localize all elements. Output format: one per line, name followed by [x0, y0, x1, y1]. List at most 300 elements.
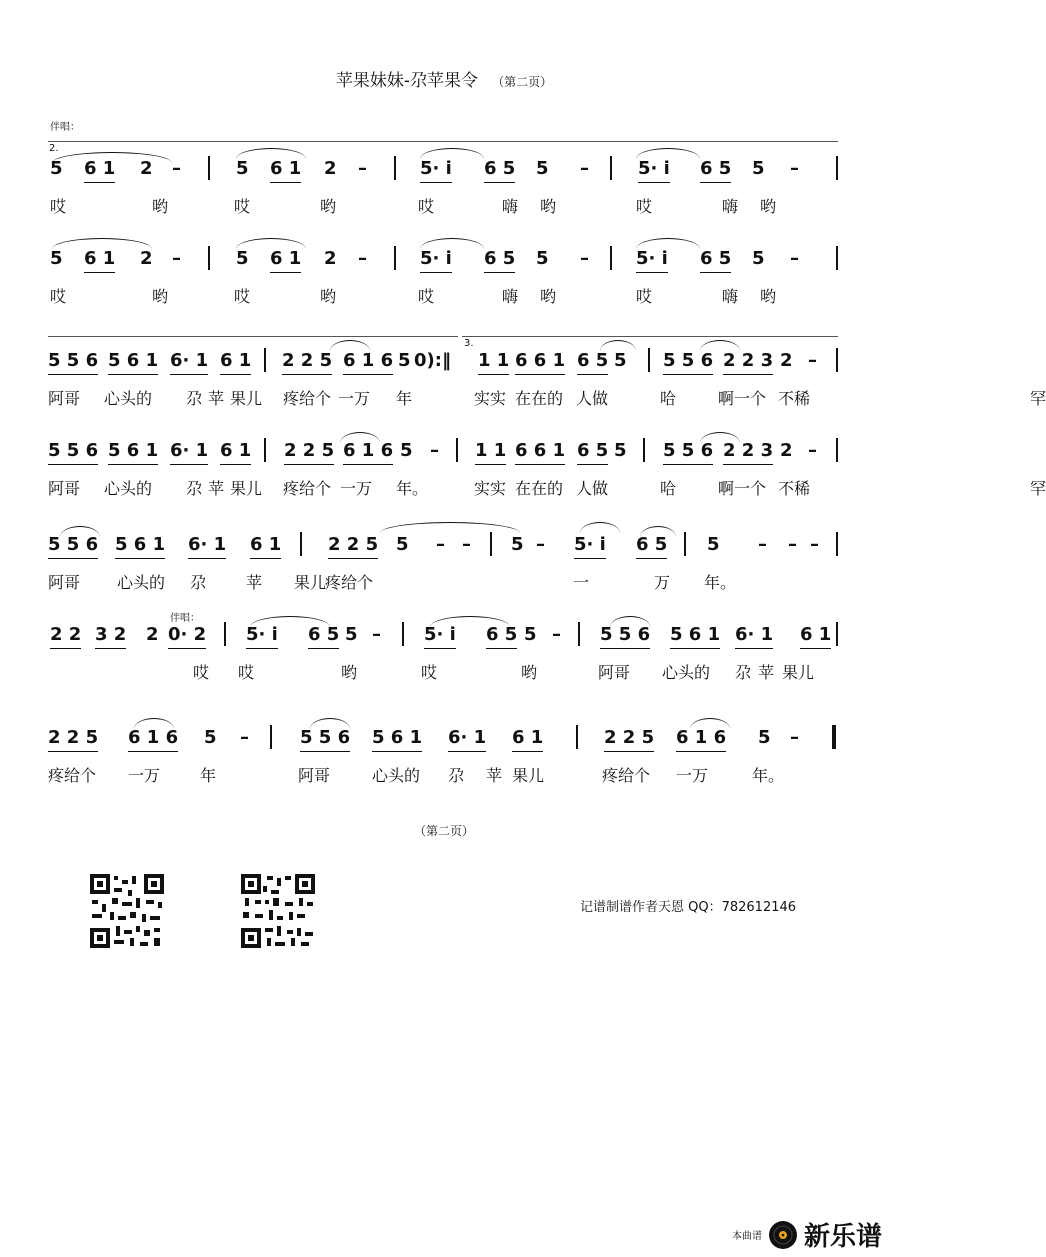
- note-group: 6· 1: [170, 350, 209, 371]
- note-group: 5· i: [246, 624, 278, 645]
- lyric-text: 人做: [576, 389, 609, 408]
- barline: [836, 348, 838, 372]
- note-group: 6 1 6: [128, 727, 179, 748]
- note-group: 5: [50, 248, 63, 269]
- barline: [610, 246, 612, 270]
- beam-underline: [220, 374, 251, 375]
- lyric-text: 哎: [636, 197, 653, 216]
- note-group: 5: [707, 534, 720, 555]
- note-group: –: [536, 534, 545, 555]
- barline: [610, 156, 612, 180]
- lyric-text: 尕: [448, 766, 465, 785]
- note-group: –: [172, 158, 181, 179]
- lyric-text: 万: [654, 573, 671, 592]
- note-group: 2: [780, 350, 793, 371]
- note-group: 5: [204, 727, 217, 748]
- lyric-text: 哟: [152, 287, 169, 306]
- note-group: 5 6 1: [108, 440, 159, 461]
- note-group: –: [240, 727, 249, 748]
- note-group: –: [372, 624, 381, 645]
- beam-underline: [735, 648, 773, 649]
- lyric-text: 一万: [128, 766, 161, 785]
- note-group: 5: [614, 440, 627, 461]
- barline: [208, 246, 210, 270]
- lyric-text: 心头的: [104, 389, 153, 408]
- note-group: 5· i: [420, 158, 452, 179]
- note-group: 6 5: [308, 624, 340, 645]
- beam-underline: [700, 182, 731, 183]
- note-group: –: [358, 248, 367, 269]
- slur-arc: [60, 526, 100, 537]
- beam-underline: [220, 464, 251, 465]
- note-group: 1 1: [475, 440, 507, 461]
- staff-line-row3: [48, 336, 458, 337]
- slur-arc: [250, 616, 330, 627]
- lyric-text: 尕: [735, 663, 752, 682]
- beam-underline: [328, 558, 378, 559]
- staff-line-row3b: [462, 336, 838, 337]
- note-group: 5: [614, 350, 627, 371]
- lyric-text: 阿哥: [598, 663, 631, 682]
- barline: [648, 348, 650, 372]
- lyric-text: 果儿: [294, 573, 327, 592]
- note-group: 2: [146, 624, 159, 645]
- beam-underline: [484, 182, 515, 183]
- lyric-text: 不稀: [778, 479, 811, 498]
- beam-underline: [420, 182, 452, 183]
- barline: [836, 438, 838, 462]
- note-group: 5 5 6: [600, 624, 651, 645]
- beam-underline: [50, 648, 81, 649]
- note-group: 6 1: [84, 248, 116, 269]
- beam-underline: [84, 182, 115, 183]
- lyric-text: 罕: [1030, 479, 1046, 498]
- lyric-text: 年。: [704, 573, 737, 592]
- beam-underline: [372, 751, 422, 752]
- note-group: 5· i: [420, 248, 452, 269]
- lyric-text: 在在的: [515, 479, 564, 498]
- note-group: 2 2: [50, 624, 82, 645]
- barline: [576, 725, 578, 749]
- lyric-text: 哟: [540, 287, 557, 306]
- lyric-text: 尕: [190, 573, 207, 592]
- lyric-text: 心头的: [372, 766, 421, 785]
- note-group: 6 1: [270, 158, 302, 179]
- note-group: 5: [398, 350, 411, 371]
- note-group: 2: [140, 158, 153, 179]
- note-group: 5: [758, 727, 771, 748]
- note-group: 5 5 6: [48, 440, 99, 461]
- lyric-text: 年。: [396, 479, 429, 498]
- lyric-text: 哎: [50, 197, 67, 216]
- barline: [394, 156, 396, 180]
- barline: [300, 532, 302, 556]
- note-group: 5· i: [574, 534, 606, 555]
- note-group: 5: [752, 158, 765, 179]
- lyric-text: 哟: [760, 287, 777, 306]
- note-group: –: [436, 534, 445, 555]
- barline: [643, 438, 645, 462]
- volta-2: 2.: [49, 143, 59, 154]
- note-group: 6· 1: [735, 624, 774, 645]
- lyric-text: 啊一个: [718, 479, 767, 498]
- barline: [208, 156, 210, 180]
- beam-underline: [48, 558, 98, 559]
- note-group: –: [810, 534, 819, 555]
- note-group: 6 1: [270, 248, 302, 269]
- note-group: –: [808, 440, 817, 461]
- beam-underline: [170, 464, 208, 465]
- beam-underline: [270, 272, 301, 273]
- staff-top-line: [48, 141, 838, 142]
- barline: [836, 622, 838, 646]
- note-group: 0):‖: [414, 350, 451, 371]
- lyric-text: 阿哥: [48, 389, 81, 408]
- beam-underline: [700, 272, 731, 273]
- beam-underline: [188, 558, 226, 559]
- page-subtitle: （第二页）: [492, 75, 553, 89]
- lyric-text: 阿哥: [48, 479, 81, 498]
- note-group: 5: [536, 248, 549, 269]
- lyric-text: 果儿: [782, 663, 815, 682]
- slur-arc: [430, 616, 510, 627]
- barline: [402, 622, 404, 646]
- slur-arc: [700, 340, 740, 351]
- note-group: 5 5 6: [663, 350, 714, 371]
- lyric-text: 实实: [474, 389, 507, 408]
- barline: [264, 438, 266, 462]
- beam-underline: [515, 464, 565, 465]
- note-group: –: [552, 624, 561, 645]
- lyric-text: 疼给个: [325, 573, 374, 592]
- note-group: 5· i: [638, 158, 670, 179]
- barline: [224, 622, 226, 646]
- lyric-text: 疼给个: [283, 479, 332, 498]
- lyric-text: 哟: [152, 197, 169, 216]
- beam-underline: [168, 648, 206, 649]
- note-group: 6 5: [700, 158, 732, 179]
- note-group: 6· 1: [448, 727, 487, 748]
- barline: [684, 532, 686, 556]
- barline: [270, 725, 272, 749]
- beam-underline: [284, 464, 334, 465]
- beam-underline: [170, 374, 208, 375]
- lyric-text: 哎: [234, 287, 251, 306]
- note-group: 5: [50, 158, 63, 179]
- note-group: 0· 2: [168, 624, 207, 645]
- lyric-text: 罕: [1030, 389, 1046, 408]
- qr-code-icon[interactable]: [239, 872, 317, 950]
- note-group: 6 1 6: [343, 350, 394, 371]
- note-group: 5· i: [424, 624, 456, 645]
- slur-arc: [690, 718, 730, 729]
- barline: [264, 348, 266, 372]
- slur-arc: [52, 238, 152, 249]
- note-group: 2 2 5: [284, 440, 335, 461]
- note-group: –: [580, 248, 589, 269]
- note-group: 6 5: [700, 248, 732, 269]
- slur-arc: [340, 432, 380, 443]
- slur-arc: [310, 718, 350, 729]
- lyric-text: 年: [200, 766, 217, 785]
- lyric-text: 一万: [676, 766, 709, 785]
- beam-underline: [95, 648, 126, 649]
- note-group: –: [788, 534, 797, 555]
- lyric-text: 哟: [521, 663, 538, 682]
- note-group: –: [358, 158, 367, 179]
- slur-arc: [330, 340, 370, 351]
- note-group: 5· i: [636, 248, 668, 269]
- beam-underline: [420, 272, 452, 273]
- beam-underline: [424, 648, 456, 649]
- beam-underline: [282, 374, 332, 375]
- lyric-text: 心头的: [104, 479, 153, 498]
- lyric-text: 嗨: [722, 197, 739, 216]
- beam-underline: [448, 751, 486, 752]
- note-group: 2 2 5: [48, 727, 99, 748]
- beam-underline: [636, 272, 668, 273]
- lyric-text: 疼给个: [48, 766, 97, 785]
- slur-arc: [420, 148, 484, 159]
- lyric-text: 嗨: [722, 287, 739, 306]
- beam-underline: [574, 558, 606, 559]
- note-group: 3 2: [95, 624, 127, 645]
- note-group: 2 2 3: [723, 440, 774, 461]
- slur-arc: [700, 432, 740, 443]
- lyric-text: 苹: [208, 479, 225, 498]
- note-group: –: [430, 440, 439, 461]
- note-group: 2: [140, 248, 153, 269]
- lyric-text: 哎: [193, 663, 210, 682]
- slur-arc: [600, 340, 636, 351]
- lyric-text: 哟: [341, 663, 358, 682]
- beam-underline: [48, 464, 98, 465]
- beam-underline: [250, 558, 281, 559]
- beam-underline: [638, 182, 670, 183]
- slur-arc: [236, 238, 306, 249]
- lyric-text: 哎: [238, 663, 255, 682]
- note-group: –: [172, 248, 181, 269]
- beam-underline: [515, 374, 565, 375]
- note-group: 6 1: [220, 350, 252, 371]
- logo-big-text: 新乐谱: [803, 1222, 882, 1252]
- lyric-text: 苹: [758, 663, 775, 682]
- footer-page-label: （第二页）: [413, 824, 474, 838]
- lyric-text: 哈: [660, 389, 677, 408]
- lyric-text: 嗨: [502, 197, 519, 216]
- lyric-text: 苹: [486, 766, 503, 785]
- note-group: 5 5 6: [300, 727, 351, 748]
- note-group: 6 1: [84, 158, 116, 179]
- note-group: 6· 1: [188, 534, 227, 555]
- lyric-text: 一万: [340, 479, 373, 498]
- lyric-text: 阿哥: [48, 573, 81, 592]
- note-group: 5: [396, 534, 409, 555]
- lyric-text: 疼给个: [602, 766, 651, 785]
- slur-arc: [580, 522, 620, 533]
- logo-small-text: 本曲谱: [731, 1231, 762, 1242]
- slur-arc: [420, 238, 484, 249]
- beam-underline: [486, 648, 517, 649]
- note-group: 2 2 5: [328, 534, 379, 555]
- slur-arc: [640, 526, 676, 537]
- lyric-text: 哎: [50, 287, 67, 306]
- beam-underline: [484, 272, 515, 273]
- note-group: –: [790, 727, 799, 748]
- note-group: –: [580, 158, 589, 179]
- slur-arc: [636, 148, 700, 159]
- beam-underline: [663, 464, 713, 465]
- beam-underline: [246, 648, 278, 649]
- barline: [836, 156, 838, 180]
- lyric-text: 哎: [234, 197, 251, 216]
- lyric-text: 阿哥: [298, 766, 331, 785]
- lyric-text: 哎: [421, 663, 438, 682]
- barline: [490, 532, 492, 556]
- lyric-text: 在在的: [515, 389, 564, 408]
- note-group: 6 5: [484, 248, 516, 269]
- note-group: 6 5: [484, 158, 516, 179]
- slur-arc: [610, 616, 650, 627]
- beam-underline: [115, 558, 165, 559]
- site-logo[interactable]: [732, 1216, 882, 1253]
- note-group: 2 2 5: [604, 727, 655, 748]
- note-group: 6 1 6: [676, 727, 727, 748]
- lyric-text: 果儿: [230, 479, 263, 498]
- lyric-text: 果儿: [230, 389, 263, 408]
- beam-underline: [478, 374, 509, 375]
- beam-underline: [108, 374, 158, 375]
- lyric-text: 尕: [186, 479, 203, 498]
- slur-arc: [134, 718, 174, 729]
- note-group: 2: [324, 158, 337, 179]
- note-group: 6 1: [800, 624, 832, 645]
- note-group: 5: [511, 534, 524, 555]
- slur-arc: [636, 238, 700, 249]
- beam-underline: [670, 648, 720, 649]
- lyric-text: 不稀: [778, 389, 811, 408]
- lyric-text: 果儿: [512, 766, 545, 785]
- beam-underline: [577, 464, 608, 465]
- note-group: 5: [524, 624, 537, 645]
- lyric-text: 哟: [320, 287, 337, 306]
- lyric-text: 哟: [540, 197, 557, 216]
- lyric-text: 哎: [418, 287, 435, 306]
- note-group: 6 5: [577, 350, 609, 371]
- note-group: 6 6 1: [515, 440, 566, 461]
- beam-underline: [128, 751, 178, 752]
- beam-underline: [343, 464, 393, 465]
- beam-underline: [343, 374, 393, 375]
- banchang-label-top: 伴唱：: [50, 122, 80, 133]
- lyric-text: 人做: [576, 479, 609, 498]
- note-group: –: [808, 350, 817, 371]
- beam-underline: [723, 374, 773, 375]
- note-group: 5 5 6: [48, 534, 99, 555]
- lyric-text: 哟: [320, 197, 337, 216]
- note-group: 6 1 6: [343, 440, 394, 461]
- note-group: 5: [400, 440, 413, 461]
- note-group: 6 1: [250, 534, 282, 555]
- beam-underline: [512, 751, 543, 752]
- barline: [394, 246, 396, 270]
- slur-arc: [380, 522, 520, 533]
- lyric-text: 心头的: [662, 663, 711, 682]
- lyric-text: 哎: [636, 287, 653, 306]
- beam-underline: [48, 751, 98, 752]
- note-group: –: [790, 158, 799, 179]
- lyric-text: 啊一个: [718, 389, 767, 408]
- lyric-text: 一: [573, 573, 590, 592]
- note-group: 5 6 1: [108, 350, 159, 371]
- beam-underline: [475, 464, 506, 465]
- lyric-text: 一万: [338, 389, 371, 408]
- slur-arc: [236, 148, 306, 159]
- note-group: 6 1: [220, 440, 252, 461]
- credit-text: 记谱制谱作者天恩 QQ：782612146: [580, 900, 797, 915]
- note-group: 5 5 6: [663, 440, 714, 461]
- note-group: 2 2 3: [723, 350, 774, 371]
- note-group: 5 6 1: [372, 727, 423, 748]
- barline: [578, 622, 580, 646]
- note-group: 6 6 1: [515, 350, 566, 371]
- note-group: 2: [324, 248, 337, 269]
- note-group: 6 5: [636, 534, 668, 555]
- beam-underline: [270, 182, 301, 183]
- lyric-text: 实实: [474, 479, 507, 498]
- banchang-label-mid: 伴唱：: [170, 613, 200, 624]
- beam-underline: [604, 751, 654, 752]
- beam-underline: [676, 751, 726, 752]
- lyric-text: 苹: [246, 573, 263, 592]
- note-group: 6 5: [577, 440, 609, 461]
- note-group: 5 5 6: [48, 350, 99, 371]
- lyric-text: 苹: [208, 389, 225, 408]
- beam-underline: [308, 648, 339, 649]
- note-group: 1 1: [478, 350, 510, 371]
- lyric-text: 尕: [186, 389, 203, 408]
- lyric-text: 哎: [418, 197, 435, 216]
- lyric-text: 年。: [752, 766, 785, 785]
- lyric-text: 嗨: [502, 287, 519, 306]
- beam-underline: [723, 464, 773, 465]
- note-group: 6 1: [512, 727, 544, 748]
- barline: [836, 246, 838, 270]
- lyric-text: 年: [396, 389, 413, 408]
- lyric-text: 疼给个: [283, 389, 332, 408]
- beam-underline: [577, 374, 608, 375]
- note-group: –: [462, 534, 471, 555]
- beam-underline: [48, 374, 98, 375]
- slur-arc: [52, 152, 172, 163]
- page-title: 苹果妹妹-尕苹果令 （第二页）: [335, 71, 553, 91]
- note-group: 5 6 1: [115, 534, 166, 555]
- volta-3: 3.: [464, 338, 474, 349]
- final-barline: [832, 725, 836, 749]
- beam-underline: [84, 272, 115, 273]
- note-group: –: [790, 248, 799, 269]
- lyric-text: 心头的: [117, 573, 166, 592]
- beam-underline: [600, 648, 650, 649]
- beam-underline: [800, 648, 831, 649]
- lyric-text: 哈: [660, 479, 677, 498]
- note-group: –: [758, 534, 767, 555]
- qr-code-icon[interactable]: [88, 872, 166, 950]
- note-group: 5: [236, 158, 249, 179]
- note-group: 5: [236, 248, 249, 269]
- beam-underline: [636, 558, 667, 559]
- vinyl-record-icon: [768, 1220, 798, 1250]
